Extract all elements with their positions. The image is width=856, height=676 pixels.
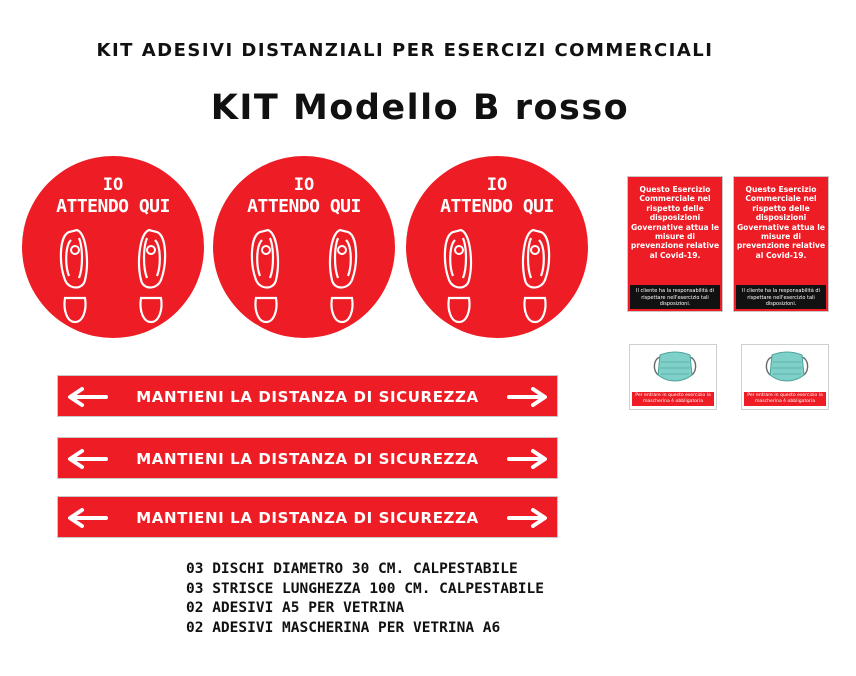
disc-line-2: ATTENDO QUI xyxy=(247,196,361,217)
arrow-right-icon xyxy=(507,386,551,408)
disc-line-1: IO xyxy=(486,175,508,195)
contents-item: 03 STRISCE LUNGHEZZA 100 CM. CALPESTABILE xyxy=(186,580,544,597)
mask-card-1 xyxy=(629,344,717,410)
sign-text: Questo Esercizio Commerciale nel rispetto delle disposizioni Governative attua le misure di prevenzione relative al Covid-19. xyxy=(630,185,720,260)
distance-strip-2 xyxy=(57,437,558,479)
arrow-right-icon xyxy=(507,507,551,529)
distance-strip-1 xyxy=(57,375,558,417)
disc-line-1: IO xyxy=(293,175,315,195)
sign-footer: Il cliente ha la responsabilità di rispettare nell'esercizio tali disposizioni. xyxy=(736,285,826,309)
kit-title: KIT Modello B rosso xyxy=(210,88,630,128)
strip-text: MANTIENI LA DISTANZA DI SICUREZZA xyxy=(136,509,479,527)
footprints-icon xyxy=(53,224,173,328)
sign-text: Questo Esercizio Commerciale nel rispetto delle disposizioni Governative attua le misure di prevenzione relative al Covid-19. xyxy=(736,185,826,260)
floor-disc-2 xyxy=(213,156,395,338)
footprints-icon xyxy=(244,224,364,328)
sign-footer: Il cliente ha la responsabilità di rispettare nell'esercizio tali disposizioni. xyxy=(630,285,720,309)
arrow-right-icon xyxy=(507,448,551,470)
floor-disc-1 xyxy=(22,156,204,338)
contents-item: 02 ADESIVI MASCHERINA PER VETRINA A6 xyxy=(186,619,501,636)
kit-contents-list xyxy=(186,560,544,638)
strip-text: MANTIENI LA DISTANZA DI SICUREZZA xyxy=(136,388,479,406)
face-mask-icon xyxy=(650,349,700,385)
strip-text: MANTIENI LA DISTANZA DI SICUREZZA xyxy=(136,450,479,468)
footprints-icon xyxy=(437,224,557,328)
disc-line-1: IO xyxy=(102,175,124,195)
contents-item: 03 DISCHI DIAMETRO 30 CM. CALPESTABILE xyxy=(186,561,518,577)
floor-disc-3 xyxy=(406,156,588,338)
window-sign-1 xyxy=(627,176,723,312)
disc-line-2: ATTENDO QUI xyxy=(56,196,170,217)
contents-item: 02 ADESIVI A5 PER VETRINA xyxy=(186,600,405,616)
distance-strip-3 xyxy=(57,496,558,538)
kit-header: KIT ADESIVI DISTANZIALI PER ESERCIZI COMMERCIALI xyxy=(96,40,714,61)
window-sign-2 xyxy=(733,176,829,312)
mask-card-2 xyxy=(741,344,829,410)
mask-card-footer: Per entrare in questo esercizio la mascherina è obbligatoria xyxy=(632,392,714,406)
disc-line-2: ATTENDO QUI xyxy=(440,196,554,217)
face-mask-icon xyxy=(762,349,812,385)
mask-card-footer: Per entrare in questo esercizio la mascherina è obbligatoria xyxy=(744,392,826,406)
